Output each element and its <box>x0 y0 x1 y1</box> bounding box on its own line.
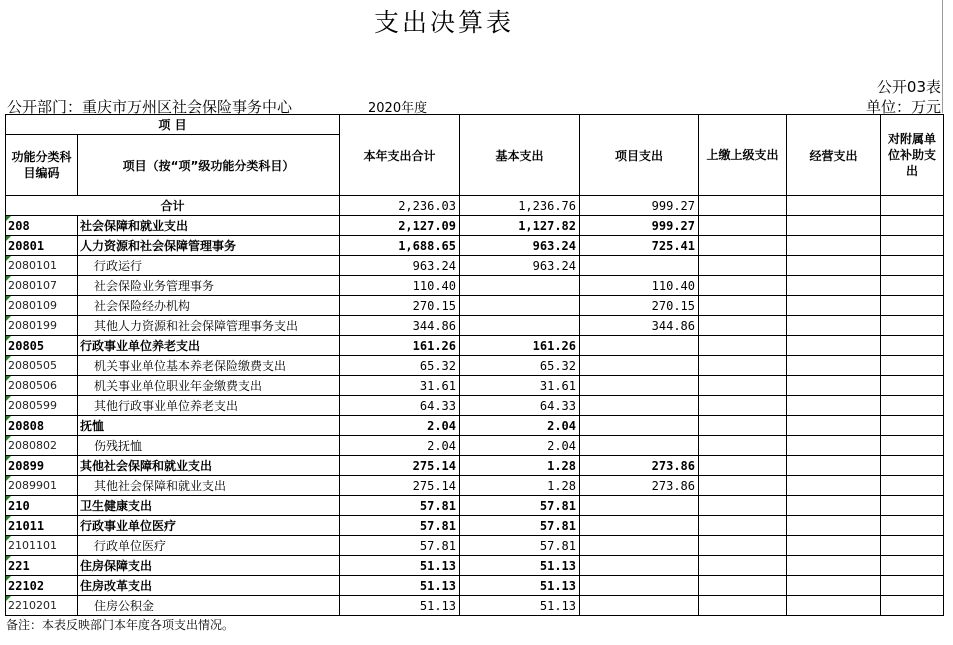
total-cell: 57.81 <box>340 516 460 536</box>
subsidy-cell <box>881 216 944 236</box>
name-cell: 机关事业单位基本养老保险缴费支出 <box>78 356 340 376</box>
table-row <box>6 376 944 396</box>
footnote: 备注：本表反映部门本年度各项支出情况。 <box>6 618 235 632</box>
total-cell: 31.61 <box>340 376 460 396</box>
subsidy-cell <box>881 336 944 356</box>
operation-cell <box>787 256 881 276</box>
name-cell: 行政事业单位医疗 <box>78 516 340 536</box>
table-row <box>6 456 944 476</box>
basic-cell: 1.28 <box>460 476 580 496</box>
header-project: 项目支出 <box>580 115 699 196</box>
basic-cell: 1.28 <box>460 456 580 476</box>
code-cell: 2080199 <box>6 316 78 336</box>
code-cell: 2089901 <box>6 476 78 496</box>
table-row <box>6 356 944 376</box>
code-cell: 210 <box>6 496 78 516</box>
subsidy-cell <box>881 316 944 336</box>
upper-cell <box>699 356 787 376</box>
code-cell: 2210201 <box>6 596 78 616</box>
upper-cell <box>699 256 787 276</box>
operation-cell <box>787 456 881 476</box>
table-row <box>6 216 944 236</box>
project-cell <box>580 496 699 516</box>
upper-cell <box>699 476 787 496</box>
upper-cell <box>699 336 787 356</box>
operation-cell <box>787 596 881 616</box>
total-cell: 275.14 <box>340 456 460 476</box>
subsidy-cell <box>881 516 944 536</box>
subsidy-cell <box>881 496 944 516</box>
name-cell: 行政运行 <box>78 256 340 276</box>
upper-cell <box>699 296 787 316</box>
upper-cell <box>699 596 787 616</box>
total-sum: 2,236.03 <box>340 196 460 216</box>
basic-cell: 57.81 <box>460 516 580 536</box>
subsidy-cell <box>881 236 944 256</box>
total-cell: 161.26 <box>340 336 460 356</box>
total-basic: 1,236.76 <box>460 196 580 216</box>
page-title: 支出决算表 <box>373 8 514 37</box>
project-cell: 273.86 <box>580 476 699 496</box>
operation-cell <box>787 276 881 296</box>
unit-label: 单位：万元 <box>865 98 941 116</box>
upper-cell <box>699 416 787 436</box>
name-cell: 其他行政事业单位养老支出 <box>78 396 340 416</box>
basic-cell: 2.04 <box>460 436 580 456</box>
expenditure-table <box>5 114 944 616</box>
total-cell: 275.14 <box>340 476 460 496</box>
total-cell: 1,688.65 <box>340 236 460 256</box>
project-cell <box>580 556 699 576</box>
table-row <box>6 336 944 356</box>
code-cell: 20805 <box>6 336 78 356</box>
table-row <box>6 296 944 316</box>
upper-cell <box>699 556 787 576</box>
operation-cell <box>787 376 881 396</box>
total-cell: 2,127.09 <box>340 216 460 236</box>
operation-cell <box>787 396 881 416</box>
upper-cell <box>699 276 787 296</box>
subsidy-cell <box>881 276 944 296</box>
table-row <box>6 596 944 616</box>
operation-cell <box>787 216 881 236</box>
table-row <box>6 256 944 276</box>
upper-cell <box>699 436 787 456</box>
table-row <box>6 516 944 536</box>
subsidy-cell <box>881 536 944 556</box>
name-cell: 其他社会保障和就业支出 <box>78 456 340 476</box>
basic-cell: 64.33 <box>460 396 580 416</box>
project-cell <box>580 256 699 276</box>
upper-cell <box>699 456 787 476</box>
name-cell: 行政单位医疗 <box>78 536 340 556</box>
basic-cell <box>460 316 580 336</box>
project-cell <box>580 536 699 556</box>
basic-cell: 57.81 <box>460 536 580 556</box>
code-cell: 2080109 <box>6 296 78 316</box>
operation-cell <box>787 436 881 456</box>
total-label: 合计 <box>6 196 340 216</box>
basic-cell: 65.32 <box>460 356 580 376</box>
total-cell: 51.13 <box>340 576 460 596</box>
project-cell: 999.27 <box>580 216 699 236</box>
total-subsidy <box>881 196 944 216</box>
subsidy-cell <box>881 416 944 436</box>
upper-cell <box>699 536 787 556</box>
name-cell: 社会保障和就业支出 <box>78 216 340 236</box>
name-cell: 社会保险经办机构 <box>78 296 340 316</box>
basic-cell: 1,127.82 <box>460 216 580 236</box>
subsidy-cell <box>881 256 944 276</box>
upper-cell <box>699 496 787 516</box>
header-subsidy: 对附属单位补助支出 <box>881 115 944 196</box>
project-cell <box>580 596 699 616</box>
code-cell: 20899 <box>6 456 78 476</box>
basic-cell: 161.26 <box>460 336 580 356</box>
name-cell: 卫生健康支出 <box>78 496 340 516</box>
basic-cell: 963.24 <box>460 256 580 276</box>
name-cell: 其他人力资源和社会保障管理事务支出 <box>78 316 340 336</box>
operation-cell <box>787 516 881 536</box>
header-basic: 基本支出 <box>460 115 580 196</box>
project-cell <box>580 516 699 536</box>
table-row <box>6 576 944 596</box>
code-cell: 2101101 <box>6 536 78 556</box>
total-cell: 270.15 <box>340 296 460 316</box>
operation-cell <box>787 336 881 356</box>
code-cell: 21011 <box>6 516 78 536</box>
code-cell: 221 <box>6 556 78 576</box>
table-row <box>6 416 944 436</box>
basic-cell <box>460 276 580 296</box>
total-cell: 51.13 <box>340 556 460 576</box>
operation-cell <box>787 236 881 256</box>
table-row <box>6 276 944 296</box>
code-cell: 2080506 <box>6 376 78 396</box>
subsidy-cell <box>881 596 944 616</box>
upper-cell <box>699 576 787 596</box>
table-row <box>6 236 944 256</box>
name-cell: 其他社会保障和就业支出 <box>78 476 340 496</box>
subsidy-cell <box>881 396 944 416</box>
total-cell: 51.13 <box>340 596 460 616</box>
subsidy-cell <box>881 556 944 576</box>
subsidy-cell <box>881 456 944 476</box>
fiscal-year: 2020年度 <box>368 101 428 116</box>
code-cell: 2080107 <box>6 276 78 296</box>
operation-cell <box>787 476 881 496</box>
basic-cell: 51.13 <box>460 596 580 616</box>
code-cell: 2080802 <box>6 436 78 456</box>
header-item-group: 项 目 <box>6 115 340 135</box>
code-cell: 208 <box>6 216 78 236</box>
name-cell: 机关事业单位职业年金缴费支出 <box>78 376 340 396</box>
table-row <box>6 396 944 416</box>
operation-cell <box>787 316 881 336</box>
table-row <box>6 536 944 556</box>
basic-cell: 57.81 <box>460 496 580 516</box>
total-cell: 963.24 <box>340 256 460 276</box>
subsidy-cell <box>881 376 944 396</box>
subsidy-cell <box>881 476 944 496</box>
total-cell: 110.40 <box>340 276 460 296</box>
name-cell: 伤残抚恤 <box>78 436 340 456</box>
table-row <box>6 436 944 456</box>
subsidy-cell <box>881 356 944 376</box>
basic-cell: 51.13 <box>460 556 580 576</box>
project-cell <box>580 396 699 416</box>
project-cell: 270.15 <box>580 296 699 316</box>
table-row <box>6 476 944 496</box>
name-cell: 住房保障支出 <box>78 556 340 576</box>
table-row <box>6 496 944 516</box>
header-name: 项目（按“项”级功能分类科目） <box>78 135 340 196</box>
subsidy-cell <box>881 296 944 316</box>
operation-cell <box>787 416 881 436</box>
total-operation <box>787 196 881 216</box>
name-cell: 抚恤 <box>78 416 340 436</box>
department-label: 公开部门：重庆市万州区社会保险事务中心 <box>7 98 293 116</box>
total-cell: 65.32 <box>340 356 460 376</box>
basic-cell: 31.61 <box>460 376 580 396</box>
subsidy-cell <box>881 436 944 456</box>
operation-cell <box>787 556 881 576</box>
operation-cell <box>787 496 881 516</box>
total-cell: 344.86 <box>340 316 460 336</box>
subsidy-cell <box>881 576 944 596</box>
project-cell <box>580 336 699 356</box>
project-cell: 110.40 <box>580 276 699 296</box>
form-number: 公开03表 <box>876 78 941 96</box>
sheet-edge-rule <box>942 0 943 113</box>
name-cell: 住房改革支出 <box>78 576 340 596</box>
header-total: 本年支出合计 <box>340 115 460 196</box>
project-cell <box>580 376 699 396</box>
header-upper: 上缴上级支出 <box>699 115 787 196</box>
table-row <box>6 556 944 576</box>
project-cell: 273.86 <box>580 456 699 476</box>
code-cell: 22102 <box>6 576 78 596</box>
upper-cell <box>699 236 787 256</box>
table-row <box>6 316 944 336</box>
upper-cell <box>699 216 787 236</box>
operation-cell <box>787 536 881 556</box>
total-cell: 57.81 <box>340 496 460 516</box>
upper-cell <box>699 396 787 416</box>
header-code: 功能分类科目编码 <box>6 135 78 196</box>
project-cell <box>580 416 699 436</box>
operation-cell <box>787 356 881 376</box>
total-project: 999.27 <box>580 196 699 216</box>
header-operation: 经营支出 <box>787 115 881 196</box>
project-cell: 344.86 <box>580 316 699 336</box>
total-cell: 2.04 <box>340 436 460 456</box>
project-cell: 725.41 <box>580 236 699 256</box>
code-cell: 20808 <box>6 416 78 436</box>
total-cell: 57.81 <box>340 536 460 556</box>
name-cell: 行政事业单位养老支出 <box>78 336 340 356</box>
basic-cell: 51.13 <box>460 576 580 596</box>
total-row <box>6 196 944 216</box>
code-cell: 2080599 <box>6 396 78 416</box>
basic-cell: 2.04 <box>460 416 580 436</box>
basic-cell <box>460 296 580 316</box>
code-cell: 2080101 <box>6 256 78 276</box>
name-cell: 人力资源和社会保障管理事务 <box>78 236 340 256</box>
project-cell <box>580 436 699 456</box>
total-cell: 64.33 <box>340 396 460 416</box>
code-cell: 20801 <box>6 236 78 256</box>
upper-cell <box>699 516 787 536</box>
operation-cell <box>787 576 881 596</box>
project-cell <box>580 356 699 376</box>
operation-cell <box>787 296 881 316</box>
name-cell: 社会保险业务管理事务 <box>78 276 340 296</box>
basic-cell: 963.24 <box>460 236 580 256</box>
upper-cell <box>699 376 787 396</box>
total-cell: 2.04 <box>340 416 460 436</box>
upper-cell <box>699 316 787 336</box>
name-cell: 住房公积金 <box>78 596 340 616</box>
total-upper <box>699 196 787 216</box>
project-cell <box>580 576 699 596</box>
code-cell: 2080505 <box>6 356 78 376</box>
